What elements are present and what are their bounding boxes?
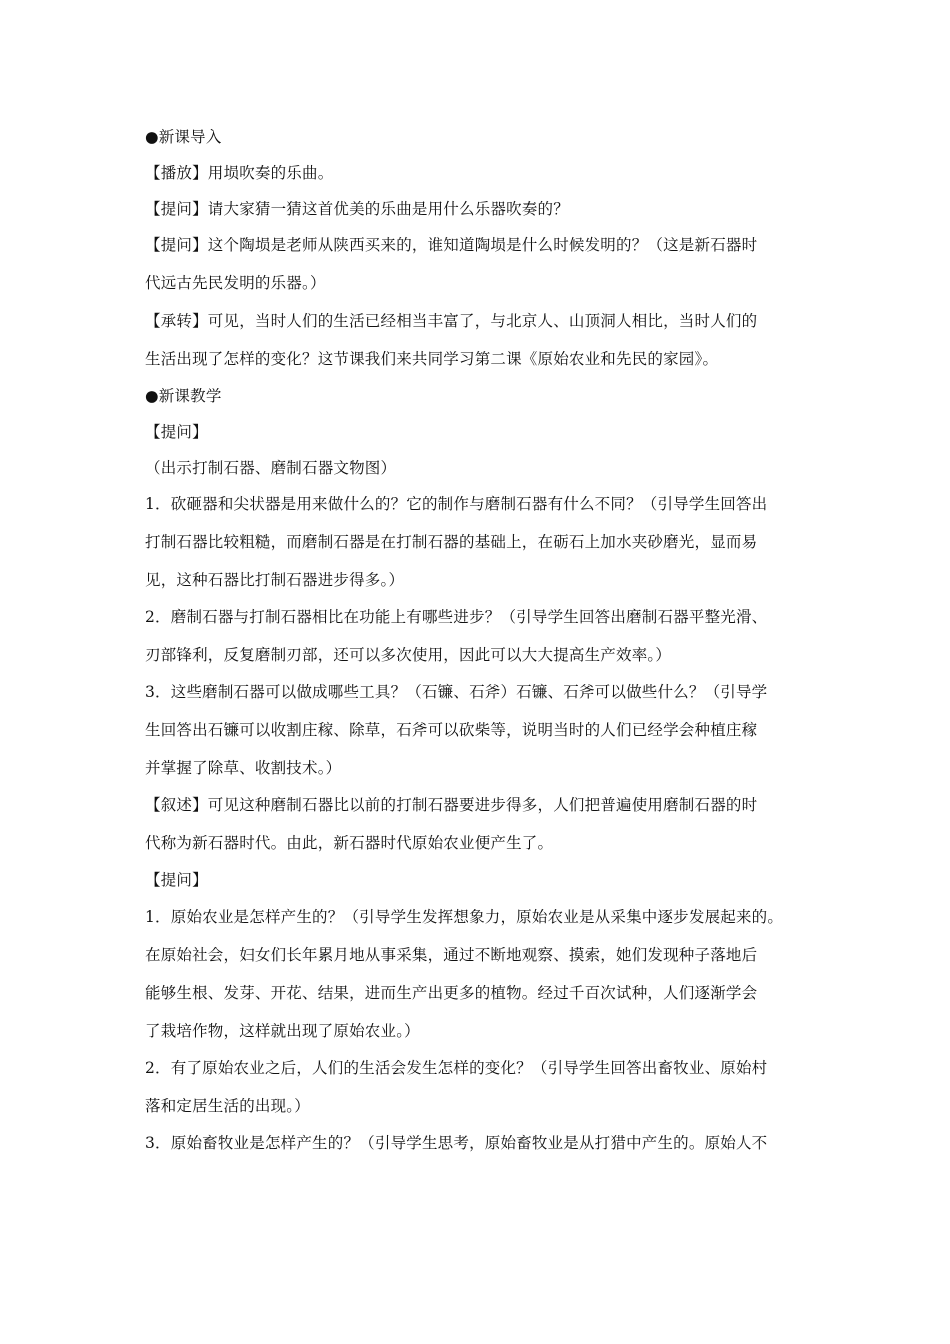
text-line: 【提问】这个陶埙是老师从陕西买来的，谁知道陶埙是什么时候发明的？（这是新石器时 [145,236,758,254]
text-line: 【承转】可见，当时人们的生活已经相当丰富了，与北京人、山顶洞人相比，当时人们的 [145,312,758,330]
text-line: 【叙述】可见这种磨制石器比以前的打制石器要进步得多，人们把普遍使用磨制石器的时 [145,796,758,814]
text-line: 落和定居生活的出现。） [145,1097,310,1115]
text-line: 在原始社会，妇女们长年累月地从事采集，通过不断地观察、摸索，她们发现种子落地后 [145,946,758,964]
text-line: 了栽培作物，这样就出现了原始农业。） [145,1022,420,1040]
text-line: 生回答出石镰可以收割庄稼、除草，石斧可以砍柴等，说明当时的人们已经学会种植庄稼 [145,721,758,739]
text-line: 1．原始农业是怎样产生的？（引导学生发挥想象力，原始农业是从采集中逐步发展起来的。 [145,908,784,926]
text-line: 3．这些磨制石器可以做成哪些工具？（石镰、石斧）石镰、石斧可以做些什么？（引导学 [145,683,768,701]
text-line: 代远古先民发明的乐器。） [145,274,326,292]
text-line: 1．砍砸器和尖状器是用来做什么的？它的制作与磨制石器有什么不同？（引导学生回答出 [145,495,768,513]
text-line: 见，这种石器比打制石器进步得多。） [145,571,405,589]
text-line: 【提问】 [145,871,208,889]
text-line: 刃部锋利，反复磨制刃部，还可以多次使用，因此可以大大提高生产效率。） [145,646,672,664]
text-line: （出示打制石器、磨制石器文物图） [145,459,397,477]
text-line: 【提问】请大家猜一猜这首优美的乐曲是用什么乐器吹奏的？ [145,200,569,218]
text-line: 打制石器比较粗糙，而磨制石器是在打制石器的基础上，在砺石上加水夹砂磨光，显而易 [145,533,758,551]
text-line: 能够生根、发芽、开花、结果，进而生产出更多的植物。经过千百次试种，人们逐渐学会 [145,984,758,1002]
text-line: 【播放】用埙吹奏的乐曲。 [145,164,334,182]
section-heading-teaching: ●新课教学 [145,387,222,405]
text-line: 3．原始畜牧业是怎样产生的？（引导学生思考，原始畜牧业是从打猎中产生的。原始人不 [145,1134,768,1152]
text-line: 生活出现了怎样的变化？这节课我们来共同学习第二课《原始农业和先民的家园》。 [145,350,719,368]
text-line: 【提问】 [145,423,208,441]
section-heading-intro: ●新课导入 [145,128,222,146]
text-line: 2．磨制石器与打制石器相比在功能上有哪些进步？（引导学生回答出磨制石器平整光滑、 [145,608,768,626]
text-line: 并掌握了除草、收割技术。） [145,759,342,777]
text-line: 2．有了原始农业之后，人们的生活会发生怎样的变化？（引导学生回答出畜牧业、原始村 [145,1059,768,1077]
text-line: 代称为新石器时代。由此，新石器时代原始农业便产生了。 [145,834,554,852]
